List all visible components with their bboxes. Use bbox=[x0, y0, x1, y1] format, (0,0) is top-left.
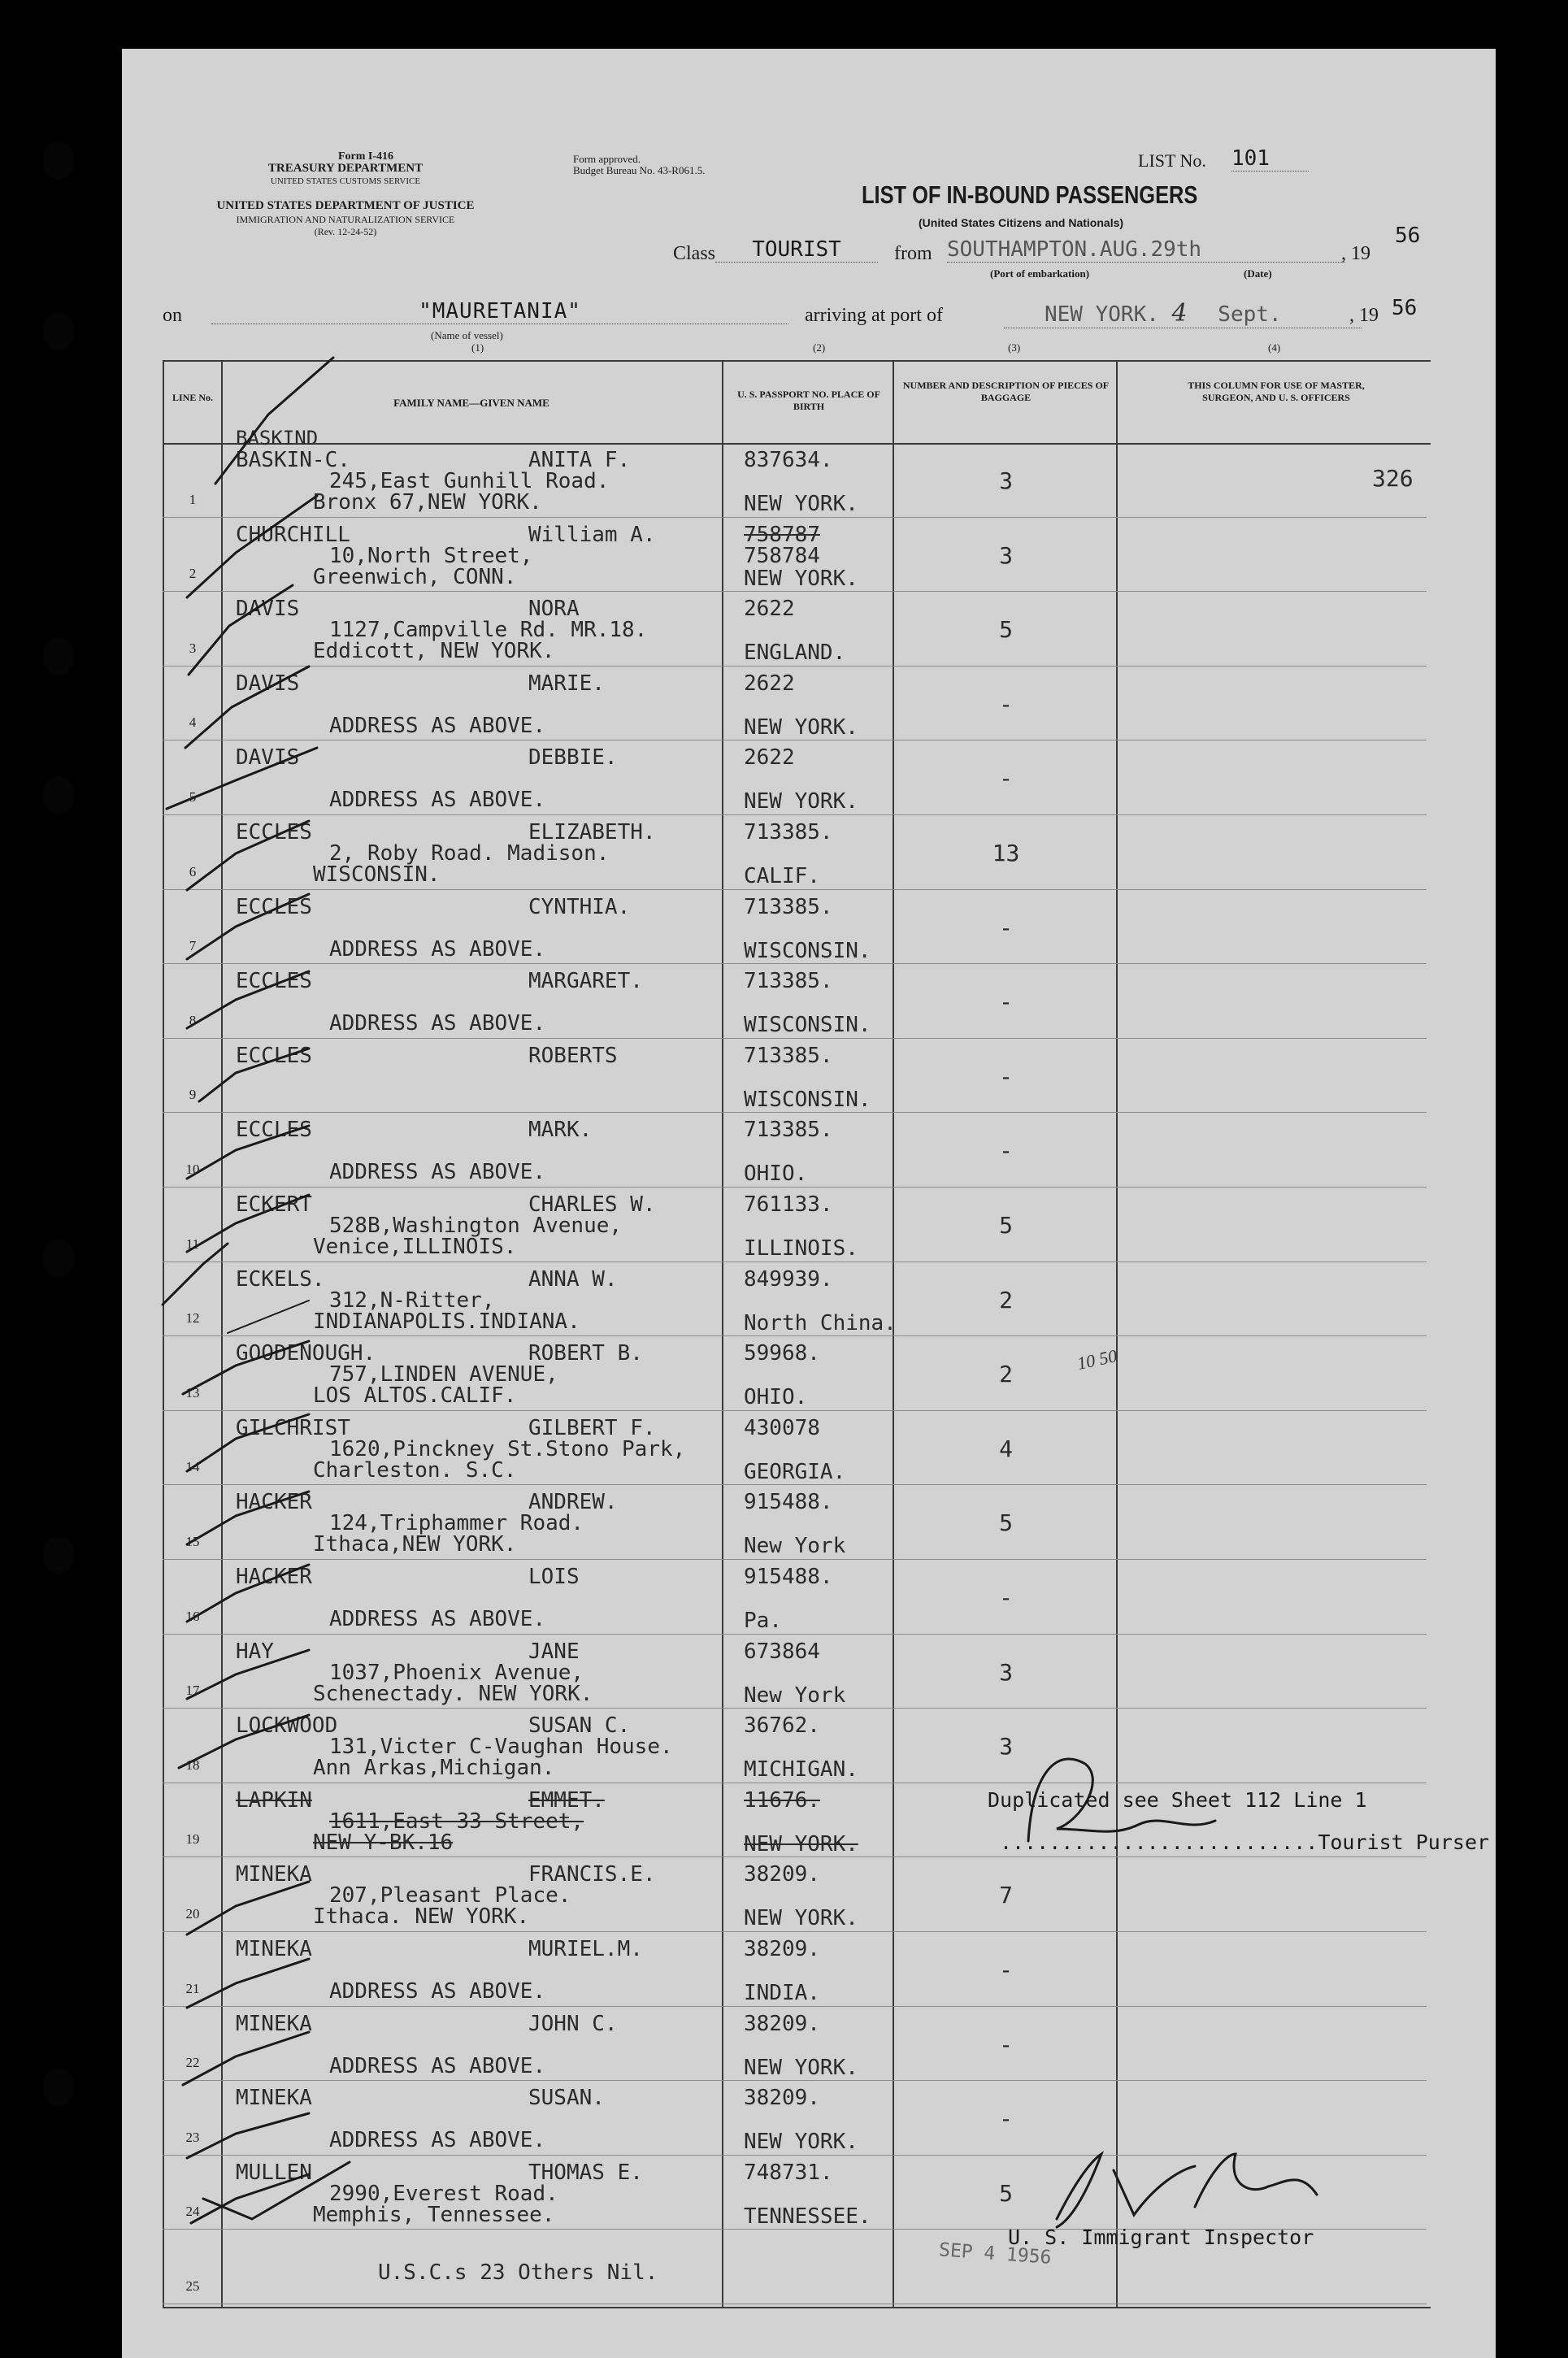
address-line: 10,North Street, bbox=[329, 543, 533, 568]
given-name: ANNA W. bbox=[528, 1266, 618, 1292]
check-mark bbox=[187, 2113, 309, 2158]
place-of-birth: OHIO. bbox=[744, 1162, 808, 1187]
given-name: CHARLES W. bbox=[528, 1192, 656, 1217]
line-number: 11 bbox=[185, 1235, 200, 1252]
address-line-2: Schenectady. NEW YORK. bbox=[313, 1681, 593, 1706]
baggage-count: 3 bbox=[999, 467, 1013, 494]
place-of-birth: NEW YORK. bbox=[744, 789, 858, 814]
line-number: 20 bbox=[185, 1906, 200, 1922]
address-line: 124,Triphammer Road. bbox=[329, 1511, 584, 1536]
baggage-count: - bbox=[999, 1584, 1013, 1611]
arrival-day: 4 bbox=[1171, 299, 1188, 328]
treasury-label: TREASURY DEPARTMENT bbox=[267, 162, 423, 175]
passport-number: 2622 bbox=[744, 597, 795, 622]
place-of-birth: New York bbox=[744, 1683, 846, 1708]
baggage-count: - bbox=[999, 1062, 1013, 1090]
baggage-count: - bbox=[999, 2030, 1013, 2058]
baggage-count: 3 bbox=[999, 541, 1013, 569]
line-number: 15 bbox=[185, 1534, 200, 1549]
given-name: CYNTHIA. bbox=[528, 894, 631, 919]
check-mark bbox=[191, 2174, 309, 2223]
class-value: TOURIST bbox=[715, 237, 878, 263]
address-line: 1127,Campville Rd. MR.18. bbox=[329, 618, 648, 643]
check-mark bbox=[187, 496, 317, 597]
summary-line: U.S.C.s 23 Others Nil. bbox=[378, 2260, 658, 2286]
address-line-2: INDIANAPOLIS.INDIANA. bbox=[313, 1309, 580, 1334]
line-number: 1 bbox=[189, 491, 197, 507]
passport-number: 38209. bbox=[744, 2086, 820, 2111]
given-name: SUSAN C. bbox=[528, 1713, 631, 1739]
check-mark bbox=[189, 585, 293, 675]
check-mark bbox=[187, 1195, 309, 1252]
vessel-caption: (Name of vessel) bbox=[431, 329, 503, 341]
page-subtitle: (United States Citizens and Nationals) bbox=[919, 216, 1124, 229]
baggage-count: 3 bbox=[999, 1658, 1013, 1686]
check-mark bbox=[187, 1565, 309, 1622]
ins-label: IMMIGRATION AND NATURALIZATION SERVICE bbox=[236, 214, 455, 225]
budget-bureau: Budget Bureau No. 43-R061.5. bbox=[573, 164, 706, 176]
line-number: 14 bbox=[185, 1459, 200, 1475]
line-number: 6 bbox=[189, 863, 197, 879]
address-line: ADDRESS AS ABOVE. bbox=[329, 2128, 546, 2153]
place-of-birth: TENNESSEE. bbox=[744, 2204, 871, 2229]
family-name: ECKERT bbox=[236, 1192, 312, 1217]
line-number: 9 bbox=[189, 1087, 197, 1103]
place-of-birth: NEW YORK. bbox=[744, 566, 858, 591]
address-line: 2990,Everest Road. bbox=[329, 2181, 558, 2206]
address-line: 131,Victer C-Vaughan House. bbox=[329, 1735, 673, 1760]
place-of-birth: NEW YORK. bbox=[744, 2055, 858, 2080]
line-number: 4 bbox=[189, 714, 197, 731]
revision-label: (Rev. 12-24-52) bbox=[314, 226, 377, 237]
given-name: ROBERTS bbox=[528, 1043, 618, 1068]
check-mark bbox=[187, 1492, 309, 1544]
place-of-birth: ENGLAND. bbox=[744, 641, 846, 666]
from-value: SOUTHAMPTON.AUG.29th bbox=[947, 237, 1345, 263]
passport-number: 713385. bbox=[744, 1118, 833, 1143]
customs-label: UNITED STATES CUSTOMS SERVICE bbox=[270, 176, 421, 186]
family-name: ECCLES bbox=[236, 1118, 312, 1143]
place-of-birth: New York bbox=[744, 1534, 846, 1559]
address-line: ADDRESS AS ABOVE. bbox=[329, 788, 546, 813]
family-name: MINEKA bbox=[236, 2086, 312, 2111]
line-number: 21 bbox=[185, 1980, 200, 1996]
passport-number: 837634. bbox=[744, 448, 833, 472]
line-number: 12 bbox=[185, 1310, 200, 1327]
list-no-label: LIST No. bbox=[1138, 150, 1206, 171]
address-line-2: Memphis, Tennessee. bbox=[313, 2202, 555, 2227]
line-number: 24 bbox=[185, 2204, 200, 2220]
given-name: MURIEL.M. bbox=[528, 1937, 643, 1961]
place-of-birth: NEW YORK. bbox=[744, 492, 858, 516]
family-name: HACKER bbox=[236, 1565, 312, 1589]
family-name: BASKIN-C. bbox=[236, 448, 350, 472]
col-header-name: FAMILY NAME—GIVEN NAME bbox=[393, 397, 549, 409]
place-of-birth: OHIO. bbox=[744, 1385, 808, 1410]
given-name: FRANCIS.E. bbox=[528, 1862, 656, 1887]
class-label: Class bbox=[673, 243, 716, 264]
place-of-birth: Pa. bbox=[744, 1609, 782, 1633]
check-mark bbox=[187, 1126, 309, 1179]
passport-number: 713385. bbox=[744, 820, 833, 845]
given-name: MARGARET. bbox=[528, 969, 643, 994]
date-stamp: SEP 4 1956 bbox=[938, 2239, 1053, 2269]
check-mark bbox=[203, 2162, 350, 2219]
check-mark bbox=[187, 1414, 309, 1471]
arrival-port-name: NEW YORK. bbox=[1045, 302, 1159, 327]
passport-number: 38209. bbox=[744, 1862, 820, 1887]
address-line: ADDRESS AS ABOVE. bbox=[329, 1160, 546, 1185]
family-name: MINEKA bbox=[236, 2011, 312, 2036]
place-of-birth: NEW YORK. bbox=[744, 1906, 858, 1931]
year-prefix: , 19 bbox=[1341, 243, 1370, 264]
line-number: 10 bbox=[185, 1162, 200, 1177]
family-name: HACKER bbox=[236, 1490, 312, 1515]
inspector-signature bbox=[1057, 2154, 1317, 2227]
check-mark bbox=[185, 667, 309, 748]
passport-number: 673864 bbox=[744, 1639, 820, 1664]
address-line: 1611,East 33 Street, bbox=[329, 1809, 584, 1834]
place-of-birth: WISCONSIN. bbox=[744, 1013, 871, 1038]
given-name: William A. bbox=[528, 522, 656, 547]
address-line: ADDRESS AS ABOVE. bbox=[329, 1607, 546, 1631]
baggage-count: 7 bbox=[999, 1882, 1013, 1909]
line-number: 22 bbox=[185, 2055, 200, 2071]
family-name: ECCLES bbox=[236, 894, 312, 919]
col3-mark: (3) bbox=[1008, 341, 1021, 354]
address-line-2: WISCONSIN. bbox=[313, 862, 441, 887]
line-number: 13 bbox=[185, 1384, 200, 1400]
col2-mark: (2) bbox=[813, 341, 826, 354]
year-arrive-value: 56 bbox=[1392, 296, 1418, 320]
address-line: 312,N-Ritter, bbox=[329, 1288, 495, 1313]
family-name: DAVIS bbox=[236, 671, 300, 696]
baggage-count: - bbox=[999, 988, 1013, 1016]
given-name: ROBERT B. bbox=[528, 1341, 643, 1366]
address-line: ADDRESS AS ABOVE. bbox=[329, 713, 546, 738]
from-label: from bbox=[894, 243, 932, 264]
passport-number: 11676. bbox=[744, 1787, 820, 1813]
passport-number: 915488. bbox=[744, 1490, 833, 1515]
address-line-2: Ann Arkas,Michigan. bbox=[313, 1756, 555, 1781]
passport-number: 915488. bbox=[744, 1565, 833, 1589]
address-line-2: LOS ALTOS.CALIF. bbox=[313, 1383, 517, 1409]
check-mark bbox=[183, 2032, 309, 2085]
col4-mark: (4) bbox=[1268, 341, 1281, 354]
family-name-correction: BASKIND bbox=[236, 427, 319, 449]
baggage-count: 5 bbox=[999, 616, 1013, 644]
year-arrive-prefix: , 19 bbox=[1349, 305, 1379, 326]
baggage-count: - bbox=[999, 2105, 1013, 2133]
place-of-birth: GEORGIA. bbox=[744, 1459, 846, 1484]
family-name: ECKELS. bbox=[236, 1266, 325, 1292]
address-line-2: Greenwich, CONN. bbox=[313, 564, 517, 589]
list-no-value: 101 bbox=[1231, 146, 1309, 172]
family-name: ECCLES bbox=[236, 969, 312, 994]
given-name: JANE bbox=[528, 1639, 580, 1664]
passport-number: 758784 bbox=[744, 543, 820, 568]
baggage-count: 4 bbox=[999, 1435, 1013, 1462]
address-line-2: Eddicott, NEW YORK. bbox=[313, 639, 555, 664]
line-number: 5 bbox=[189, 789, 197, 805]
address-line-2: Charleston. S.C. bbox=[313, 1457, 517, 1483]
address-line-2: Venice,ILLINOIS. bbox=[313, 1235, 517, 1259]
place-of-birth: MICHIGAN. bbox=[744, 1757, 858, 1783]
inspector-label: U. S. Immigrant Inspector bbox=[1008, 2226, 1314, 2249]
address-line: 1037,Phoenix Avenue, bbox=[329, 1660, 584, 1685]
baggage-count: 13 bbox=[992, 840, 1020, 866]
place-of-birth: WISCONSIN. bbox=[744, 938, 871, 963]
address-line-2: Ithaca. NEW YORK. bbox=[313, 1904, 530, 1930]
passport-number: 748731. bbox=[744, 2160, 833, 2185]
family-name: HAY bbox=[236, 1639, 274, 1664]
passport-number: 59968. bbox=[744, 1341, 820, 1366]
check-mark bbox=[187, 821, 309, 890]
family-name: GOODENOUGH. bbox=[236, 1341, 376, 1366]
baggage-count: - bbox=[999, 1956, 1013, 1983]
place-of-birth: North China. bbox=[744, 1310, 897, 1335]
family-name: MULLEN bbox=[236, 2160, 312, 2185]
family-name: DAVIS bbox=[236, 597, 300, 622]
purser-signature bbox=[1028, 1759, 1215, 1841]
passport-number: 761133. bbox=[744, 1192, 833, 1217]
passport-number: 713385. bbox=[744, 894, 833, 919]
address-line: ADDRESS AS ABOVE. bbox=[329, 1011, 546, 1036]
family-name: LAPKIN bbox=[236, 1787, 312, 1813]
check-mark bbox=[187, 971, 309, 1028]
given-name: GILBERT F. bbox=[528, 1415, 656, 1440]
given-name: MARIE. bbox=[528, 671, 605, 696]
date-caption: (Date) bbox=[1244, 267, 1272, 280]
check-mark bbox=[187, 894, 309, 959]
place-of-birth: INDIA. bbox=[744, 1981, 820, 2005]
col-header-officers: THIS COLUMN FOR USE OF MASTER, SURGEON, AND U. S. OFFICERS bbox=[1188, 380, 1365, 403]
address-line-2: Ithaca,NEW YORK. bbox=[313, 1532, 517, 1557]
given-name: DEBBIE. bbox=[528, 745, 618, 771]
line-number: 2 bbox=[189, 566, 197, 582]
family-name: LOCKWOOD bbox=[236, 1713, 338, 1739]
vessel-name: "MAURETANIA" bbox=[211, 299, 788, 324]
baggage-count: - bbox=[999, 914, 1013, 941]
given-name: MARK. bbox=[528, 1118, 593, 1143]
baggage-count: - bbox=[999, 765, 1013, 793]
given-name: NORA bbox=[528, 597, 580, 622]
address-line: 2, Roby Road. Madison. bbox=[329, 841, 610, 866]
passport-number: 2622 bbox=[744, 745, 795, 771]
passport-number: 36762. bbox=[744, 1713, 820, 1739]
check-mark bbox=[167, 748, 317, 809]
line-number: 3 bbox=[189, 640, 197, 656]
form-approved: Form approved. bbox=[573, 153, 641, 165]
address-line: ADDRESS AS ABOVE. bbox=[329, 1979, 546, 2004]
arrival-month: Sept. bbox=[1218, 302, 1282, 327]
given-name: EMMET. bbox=[528, 1787, 605, 1813]
address-line: 528B,Washington Avenue, bbox=[329, 1214, 623, 1238]
baggage-count: 3 bbox=[999, 1733, 1013, 1761]
line-number: 16 bbox=[185, 1608, 200, 1624]
given-name: ANITA F. bbox=[528, 448, 631, 472]
passport-number: 713385. bbox=[744, 1043, 833, 1068]
place-of-birth: WISCONSIN. bbox=[744, 1087, 871, 1112]
line-number: 17 bbox=[185, 1683, 200, 1699]
line-number: 25 bbox=[185, 2278, 200, 2294]
passport-number: 2622 bbox=[744, 671, 795, 696]
baggage-count: 5 bbox=[999, 2179, 1013, 2207]
line-number: 18 bbox=[185, 1757, 200, 1773]
arriving-label: arriving at port of bbox=[805, 305, 943, 326]
officer-note: 326 bbox=[1372, 465, 1414, 492]
place-of-birth: NEW YORK. bbox=[744, 714, 858, 740]
family-name: ECCLES bbox=[236, 1043, 312, 1068]
passport-number: 430078 bbox=[744, 1415, 820, 1440]
col-header-baggage: NUMBER AND DESCRIPTION OF PIECES OF BAGGAGE bbox=[902, 380, 1110, 403]
family-name: MINEKA bbox=[236, 1937, 312, 1961]
address-line: 1620,Pinckney St.Stono Park, bbox=[329, 1436, 686, 1461]
col-header-line: LINE No. bbox=[172, 392, 213, 403]
check-mark bbox=[187, 1882, 309, 1935]
baggage-count: - bbox=[999, 690, 1013, 718]
passport-number: 38209. bbox=[744, 1937, 820, 1961]
place-of-birth: CALIF. bbox=[744, 864, 820, 888]
address-line: 207,Pleasant Place. bbox=[329, 1883, 571, 1909]
place-of-birth: NEW YORK. bbox=[744, 1831, 858, 1856]
check-mark bbox=[215, 358, 333, 484]
place-of-birth: NEW YORK. bbox=[744, 2130, 858, 2155]
passport-number: 38209. bbox=[744, 2011, 820, 2036]
baggage-count: - bbox=[999, 1137, 1013, 1165]
check-mark bbox=[187, 1959, 309, 2008]
line-number: 8 bbox=[189, 1012, 197, 1028]
address-line-2: NEW Y-BK.16 bbox=[313, 1830, 454, 1855]
year-from-value: 56 bbox=[1395, 224, 1421, 248]
justice-label: UNITED STATES DEPARTMENT OF JUSTICE bbox=[216, 199, 475, 212]
col-header-passport: U. S. PASSPORT NO. PLACE OF BIRTH bbox=[737, 389, 880, 412]
place-of-birth: ILLINOIS. bbox=[744, 1236, 858, 1261]
check-mark bbox=[163, 1244, 228, 1305]
passport-struck: 758787 bbox=[744, 522, 820, 547]
line-number: 19 bbox=[185, 1831, 200, 1848]
line-number: 23 bbox=[185, 2129, 200, 2145]
family-name: DAVIS bbox=[236, 745, 300, 771]
given-name: ANDREW. bbox=[528, 1490, 618, 1515]
check-mark bbox=[187, 1650, 309, 1699]
passport-number: 713385. bbox=[744, 969, 833, 994]
address-line: 245,East Gunhill Road. bbox=[329, 469, 610, 493]
port-embark-caption: (Port of embarkation) bbox=[990, 267, 1090, 280]
check-mark bbox=[199, 1049, 309, 1101]
baggage-count: 5 bbox=[999, 1509, 1013, 1537]
vessel-col-mark: (1) bbox=[471, 341, 484, 354]
check-mark bbox=[183, 1341, 309, 1394]
on-label: on bbox=[163, 305, 182, 326]
line-number: 7 bbox=[189, 938, 197, 954]
purser-line: ..........................Tourist Purser bbox=[1000, 1830, 1490, 1854]
family-name: CHURCHILL bbox=[236, 522, 350, 547]
form-number: Form I-416 bbox=[337, 150, 394, 163]
passport-number: 849939. bbox=[744, 1266, 833, 1292]
baggage-count: 5 bbox=[999, 1212, 1013, 1239]
baggage-count: 2 bbox=[999, 1286, 1013, 1314]
page-title: LIST OF IN-BOUND PASSENGERS bbox=[862, 180, 1198, 209]
given-name: THOMAS E. bbox=[528, 2160, 643, 2185]
pen-stroke bbox=[228, 1301, 309, 1333]
given-name: LOIS bbox=[528, 1565, 580, 1589]
given-name: ELIZABETH. bbox=[528, 820, 656, 845]
family-name: ECCLES bbox=[236, 820, 312, 845]
check-mark bbox=[179, 1715, 309, 1768]
baggage-count: 2 bbox=[999, 1361, 1013, 1388]
address-line: ADDRESS AS ABOVE. bbox=[329, 2053, 546, 2078]
address-line: 757,LINDEN AVENUE, bbox=[329, 1362, 558, 1387]
duplicated-note: Duplicated see Sheet 112 Line 1 bbox=[988, 1788, 1367, 1812]
given-name: JOHN C. bbox=[528, 2011, 618, 2036]
family-name: GILCHRIST bbox=[236, 1415, 350, 1440]
address-line-2: Bronx 67,NEW YORK. bbox=[313, 490, 542, 515]
given-name: SUSAN. bbox=[528, 2086, 605, 2111]
margin-mark: 10 50 bbox=[1075, 1345, 1119, 1374]
address-line: ADDRESS AS ABOVE. bbox=[329, 936, 546, 962]
family-name: MINEKA bbox=[236, 1862, 312, 1887]
